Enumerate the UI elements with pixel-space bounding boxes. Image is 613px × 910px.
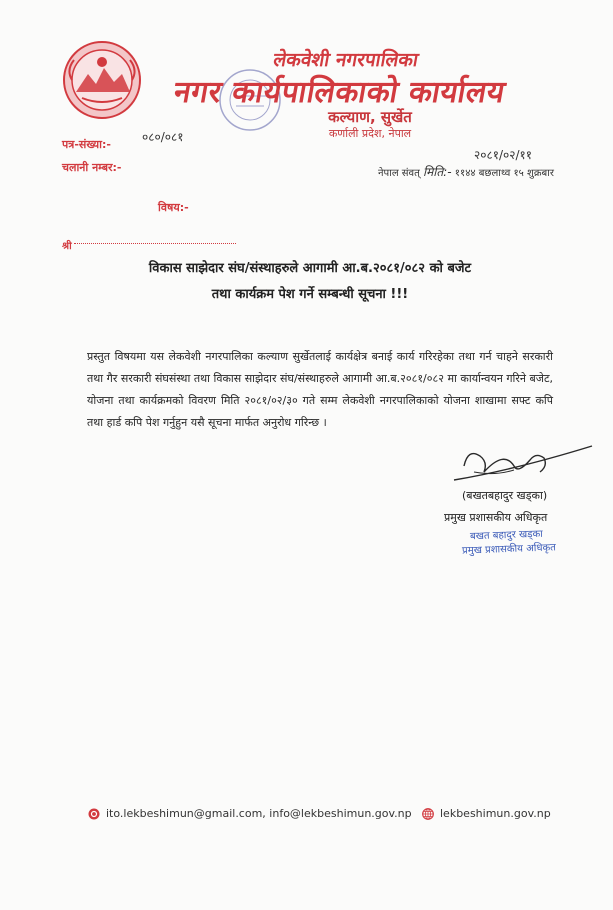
patra-sankhya-value: ०८०/०८१ <box>142 130 184 144</box>
signature-icon <box>444 436 594 492</box>
footer-email-text[interactable]: ito.lekbeshimun@gmail.com, info@lekbeshimun.gov.np <box>106 807 412 820</box>
notice-body: प्रस्तुत विषयमा यस लेकवेशी नगरपालिका कल्याण सुर्खेतलाई कार्यक्षेत्र बनाई कार्य गरिरहेका तथा गर्न चाहने सरकारी तथा गैर सरकारी संघसंस्था तथा विकास साझेदार संघ/संस्थाहरुले आगामी आ.ब.२०८१/०८२ मा कार्यान्वयन गरिने बजेट, योजना तथा कार्यक्रमको विवरण मिति २०८१/०२/३० गते सम्म लेकवेशी नगरपालिकाको योजना शाखामा सफ्ट कपि तथा हार्ड कपि पेश गर्नुहुन यसै सूचना मार्फत अनुरोध गरिन्छ । <box>87 350 553 429</box>
notice-title-line2: तथा कार्यक्रम पेश गर्ने सम्बन्धी सूचना !!! <box>211 287 409 302</box>
date-value: २०८१/०२/११ <box>474 148 533 162</box>
notice-title-line1: विकास साझेदार संघ/संस्थाहरुले आगामी आ.ब.२०८१/०८२ को बजेट <box>148 261 472 276</box>
globe-icon <box>422 808 434 820</box>
signatory-title: प्रमुख प्रशासकीय अधिकृत <box>444 511 548 524</box>
nepal-sambat-line <box>378 163 554 180</box>
footer-website <box>422 807 551 820</box>
addressee-dotted-line <box>74 243 236 244</box>
letterhead-location: कल्याण, सुर्खेत <box>328 108 412 126</box>
nepal-sambat-value: ११४४ बछलाथ्व १५ शुक्रबार <box>454 168 554 179</box>
email-icon <box>88 808 100 820</box>
miti-label: मिति:- <box>423 165 452 179</box>
footer-email <box>88 807 412 820</box>
nepal-sambat-prefix: नेपाल संवत् <box>378 168 420 179</box>
shree-label: श्री <box>62 241 72 252</box>
letterhead-office: नगर कार्यपालिकाको कार्यालय <box>171 75 509 110</box>
signature-stamp-name: बखत बहादुर खड्का <box>469 528 543 543</box>
subject-label: विषय:- <box>158 201 189 214</box>
letterhead-province: कर्णाली प्रदेश, नेपाल <box>328 127 412 140</box>
footer-website-text[interactable]: lekbeshimun.gov.np <box>440 807 551 820</box>
chalani-number-label: चलानी नम्बर:- <box>62 161 122 174</box>
signatory-name: (बखतबहादुर खड्का) <box>462 489 548 502</box>
emblem-icon <box>62 40 142 120</box>
patra-sankhya-label: पत्र-संख्या:- <box>62 138 111 151</box>
letterhead-municipality: लेकवेशी नगरपालिका <box>271 49 421 71</box>
signature-stamp-title: प्रमुख प्रशासकीय अधिकृत <box>461 542 557 557</box>
